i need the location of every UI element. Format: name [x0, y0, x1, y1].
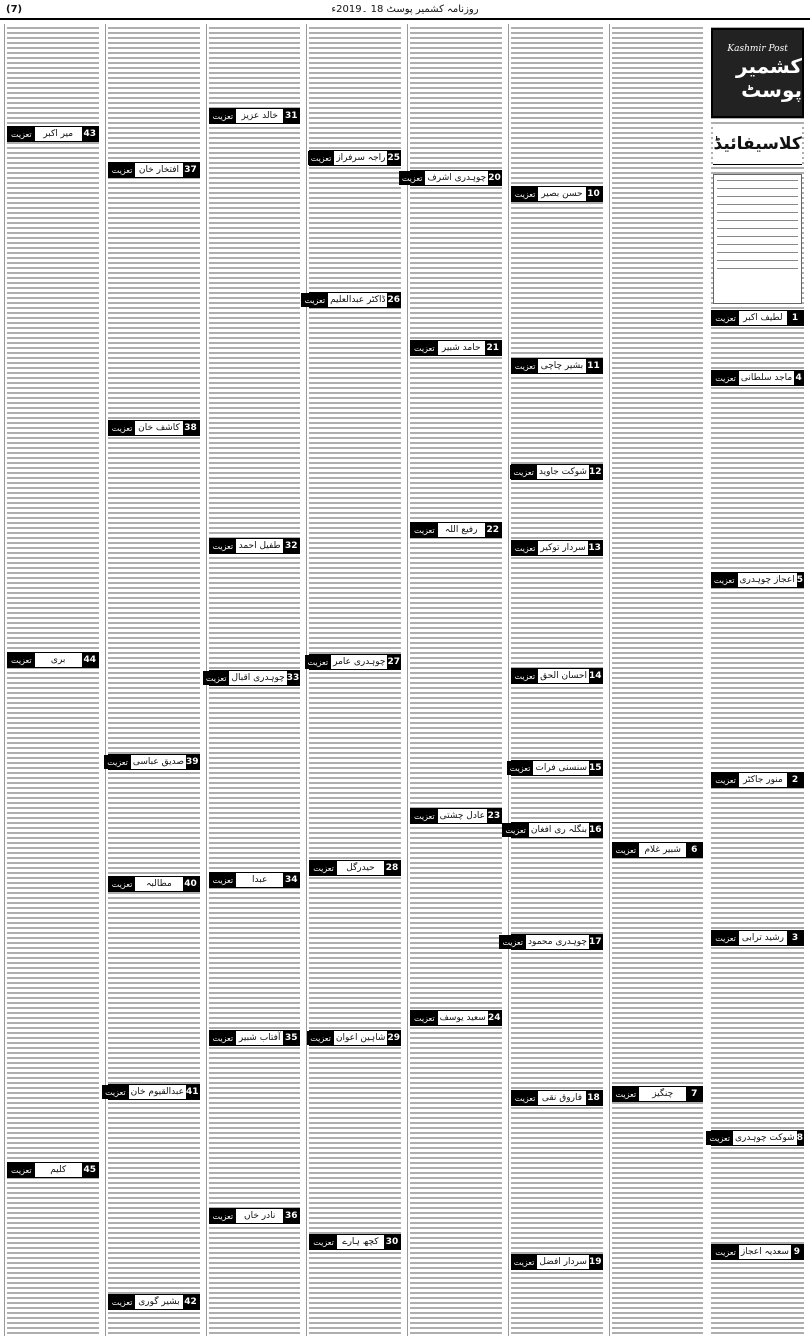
obituary-box: 9 سعدیہ اعجاز تعزیت [711, 1244, 804, 1260]
obituary-box: 24 سعید یوسف تعزیت [410, 1010, 502, 1026]
obituary-box: 43 میر اکبر تعزیت [7, 126, 99, 142]
obituary-box: 37 افتخار خان تعزیت [108, 162, 200, 178]
obituary-box: 19 سردار افضل تعزیت [511, 1254, 603, 1270]
obituary-box: 26 ڈاکٹر عبدالعلیم تعزیت [309, 292, 401, 308]
obituary-box: 21 حامد شبیر تعزیت [410, 340, 502, 356]
obituary-box: 38 کاشف خان تعزیت [108, 420, 200, 436]
column-7 [105, 24, 202, 1336]
obituary-box: 4 ماجد سلطانی تعزیت [711, 370, 804, 386]
obituary-box: 7 چنگیز تعزیت [612, 1086, 704, 1102]
obituary-box: 41 عبدالقیوم خان تعزیت [108, 1084, 200, 1100]
text-body [309, 24, 401, 1336]
header-date-line: روزنامہ کشمیر پوسٹ 18 ۔2019ء [331, 3, 479, 15]
obituary-box: 32 طفیل احمد تعزیت [209, 538, 301, 554]
obituary-box: 14 احسان الحق تعزیت [511, 668, 603, 684]
page-header [0, 0, 810, 20]
obituary-box: 25 راجہ سرفراز تعزیت [309, 150, 401, 166]
obituary-box: 12 شوکت جاوید تعزیت [511, 464, 603, 480]
obituary-box: 17 چوہدری محمود تعزیت [511, 934, 603, 950]
obituary-box: 31 خالد عزیز تعزیت [209, 108, 301, 124]
column-1 [709, 24, 806, 1336]
page-number: (7) [6, 3, 23, 15]
column-4 [401, 24, 504, 1336]
column-2 [609, 24, 706, 1336]
text-body [108, 24, 200, 1336]
obituary-box: 2 منور جاکٹر تعزیت [711, 772, 804, 788]
obituary-box: 11 بشیر چاچی تعزیت [511, 358, 603, 374]
obituary-box: 22 رفیع اللہ تعزیت [410, 522, 502, 538]
obituary-box: 13 سردار توکیر تعزیت [511, 540, 603, 556]
newspaper-columns [4, 24, 806, 1336]
obituary-box: 20 چوہدری اشرف تعزیت [410, 170, 502, 186]
text-body [7, 24, 99, 1336]
text-body [612, 24, 704, 1336]
obituary-box: 36 نادر خاں تعزیت [209, 1208, 301, 1224]
obituary-box: 16 بنگلہ ری افغان تعزیت [511, 822, 603, 838]
column-6 [206, 24, 303, 1336]
obituary-box: 30 کچھ ہارے تعزیت [309, 1234, 401, 1250]
obituary-box: 5 اعجاز چوہدری تعزیت [711, 572, 804, 588]
obituary-box: 6 شبیر غلام تعزیت [612, 842, 704, 858]
obituary-box: 34 عبدا تعزیت [209, 872, 301, 888]
obituary-box: 42 بشیر گوری تعزیت [108, 1294, 200, 1310]
obituary-box: 33 چوہدری اقبال تعزیت [209, 670, 301, 686]
text-body [410, 24, 502, 1336]
masthead-english: Kashmir Post [727, 44, 788, 54]
column-8 [4, 24, 101, 1336]
obituary-box: 28 حیدرگل تعزیت [309, 860, 401, 876]
obituary-box: 29 شاہین اعوان تعزیت [309, 1030, 401, 1046]
obituary-box: 45 کلیم تعزیت [7, 1162, 99, 1178]
obituary-box: 1 لطیف اکبر تعزیت [711, 310, 804, 326]
column-5 [306, 24, 403, 1336]
masthead-logo [711, 28, 804, 118]
masthead-urdu: کشمیر پوسٹ [736, 54, 802, 102]
obituary-box: 15 سنسنی فرات تعزیت [511, 760, 603, 776]
obituary-box: 10 حسن بصیر تعزیت [511, 186, 603, 202]
column-3 [502, 24, 605, 1336]
obituary-box: 27 چوہدری عامر تعزیت [309, 654, 401, 670]
obituary-box: 8 شوکت چوہدری تعزیت [711, 1130, 804, 1146]
obituary-box: 18 فاروق نقی تعزیت [511, 1090, 603, 1106]
obituary-box: 3 رشید ترابی تعزیت [711, 930, 804, 946]
classified-notice [713, 174, 802, 304]
obituary-box: 44 بری تعزیت [7, 652, 99, 668]
obituary-box: 23 عادل چشتی تعزیت [410, 808, 502, 824]
obituary-box: 39 صدیق عباسی تعزیت [108, 754, 200, 770]
section-title: کلاسیفائیڈ [713, 124, 802, 165]
obituary-box: 35 آفتاب شبیر تعزیت [209, 1030, 301, 1046]
obituary-box: 40 مطالبہ تعزیت [108, 876, 200, 892]
